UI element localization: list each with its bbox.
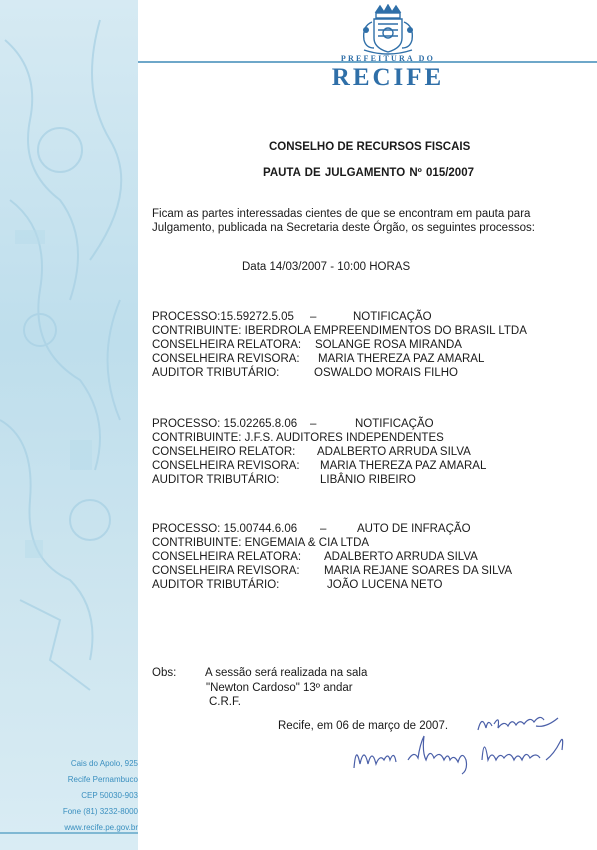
process-contribuinte: CONTRIBUINTE: J.F.S. AUDITORES INDEPENDENTES: [152, 432, 444, 444]
obs-line-2: "Newton Cardoso" 13º andar: [206, 682, 353, 694]
contact-address-line: Cais do Apolo, 925: [70, 759, 138, 768]
process-number: PROCESSO: 15.00744.6.06: [152, 523, 298, 535]
contact-web-link[interactable]: www.recife.pe.gov.br: [64, 823, 138, 832]
relator-label: CONSELHEIRA RELATORA:: [152, 339, 302, 351]
process-dash: –: [310, 311, 317, 323]
process-type: NOTIFICAÇÃO: [353, 311, 432, 323]
obs-line-1: A sessão será realizada na sala: [205, 667, 368, 679]
contact-cep-line: CEP 50030-903: [81, 791, 138, 800]
auditor-label: AUDITOR TRIBUTÁRIO:: [152, 579, 280, 591]
process-contribuinte: CONTRIBUINTE: IBERDROLA EMPREENDIMENTOS DO BRASIL LTDA: [152, 325, 527, 337]
city-logotype: RECIFE: [331, 64, 445, 91]
relator-name: ADALBERTO ARRUDA SILVA: [317, 446, 471, 458]
process-type: NOTIFICAÇÃO: [355, 418, 434, 430]
revisor-label: CONSELHEIRA REVISORA:: [152, 565, 300, 577]
relator-label: CONSELHEIRO RELATOR:: [152, 446, 296, 458]
obs-line-3: C.R.F.: [209, 696, 241, 708]
contact-city-line: Recife Pernambuco: [67, 775, 138, 784]
sidebar-decoration: [0, 0, 138, 850]
auditor-name: LIBÂNIO RIBEIRO: [320, 474, 416, 486]
auditor-label: AUDITOR TRIBUTÁRIO:: [152, 474, 280, 486]
document-subtitle: PAUTA DE JULGAMENTO Nº 015/2007: [263, 167, 474, 179]
relator-name: SOLANGE ROSA MIRANDA: [315, 339, 462, 351]
process-contribuinte: CONTRIBUINTE: ENGEMAIA & CIA LTDA: [152, 537, 370, 549]
document-title: CONSELHO DE RECURSOS FISCAIS: [269, 141, 471, 153]
intro-text-line-2: Julgamento, publicada na Secretaria deste Órgão, os seguintes processos:: [152, 222, 535, 234]
process-dash: –: [310, 418, 317, 430]
place-and-date: Recife, em 06 de março de 2007.: [278, 720, 449, 732]
relator-label: CONSELHEIRA RELATORA:: [152, 551, 302, 563]
coat-of-arms-icon: [356, 4, 420, 56]
revisor-name: MARIA REJANE SOARES DA SILVA: [324, 565, 513, 577]
auditor-name: JOÃO LUCENA NETO: [327, 579, 443, 591]
process-type: AUTO DE INFRAÇÃO: [357, 523, 471, 535]
revisor-name: MARIA THEREZA PAZ AMARAL: [318, 353, 485, 365]
process-number: PROCESSO: 15.02265.8.06: [152, 418, 298, 430]
relator-name: ADALBERTO ARRUDA SILVA: [324, 551, 478, 563]
contact-address: [18, 756, 138, 836]
process-number: PROCESSO:15.59272.5.05: [152, 311, 294, 323]
session-date: Data 14/03/2007 - 10:00 HORAS: [242, 261, 411, 273]
auditor-label: AUDITOR TRIBUTÁRIO:: [152, 367, 280, 379]
auditor-name: OSWALDO MORAIS FILHO: [314, 367, 458, 379]
recife-logo: [318, 4, 458, 94]
prefeitura-label: PREFEITURA DO: [340, 54, 436, 63]
signature-handwritten: [350, 730, 575, 778]
intro-text-line-1: Ficam as partes interessadas cientes de que se encontram em pauta para: [152, 208, 531, 220]
footer-divider: [0, 832, 138, 834]
process-dash: –: [320, 523, 327, 535]
revisor-name: MARIA THEREZA PAZ AMARAL: [320, 460, 487, 472]
obs-label: Obs:: [152, 667, 177, 679]
sidebar-watermark-art: [0, 0, 138, 850]
contact-phone-line: Fone (81) 3232-8000: [62, 807, 138, 816]
revisor-label: CONSELHEIRA REVISORA:: [152, 460, 300, 472]
revisor-label: CONSELHEIRA REVISORA:: [152, 353, 300, 365]
